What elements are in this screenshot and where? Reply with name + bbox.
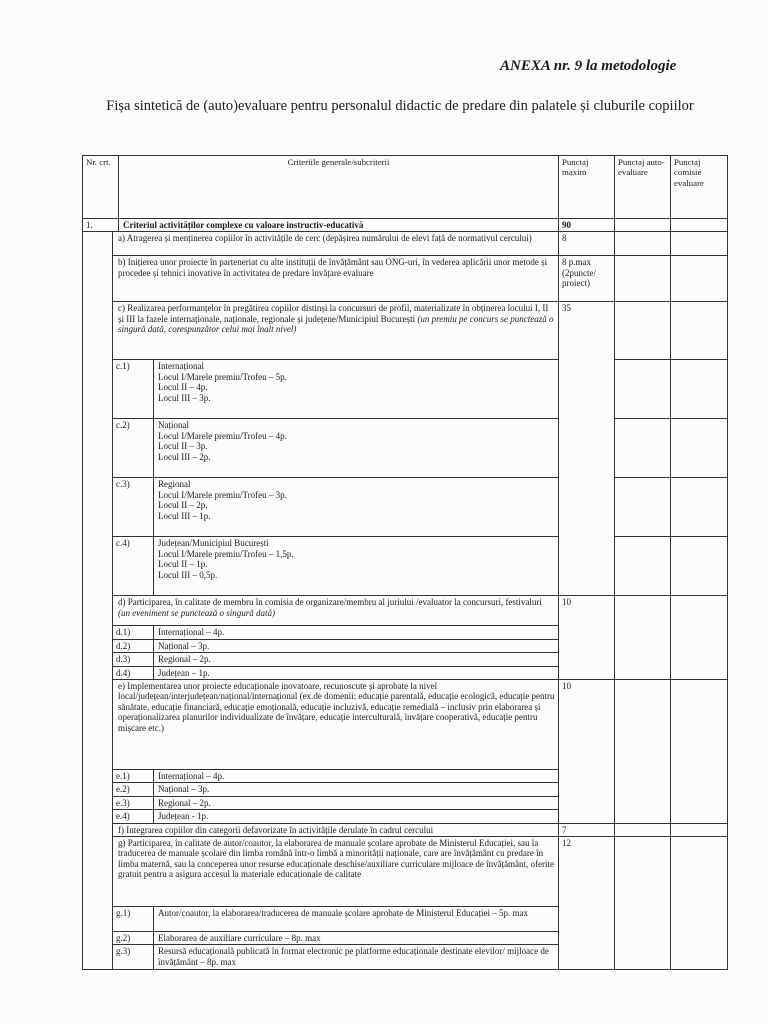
row-d4-code: d.4) [113,667,154,679]
row-c4-code: c.4) [113,537,154,595]
row-c4-line-2: Locul II – 1p. [158,559,208,570]
row-d1-code: d.1) [113,626,154,638]
row-d [83,596,728,626]
row-c4-line-3: Locul III – 0,5p. [158,569,218,580]
row-d2-text: Național – 3p. [158,640,210,651]
table-header-row [83,156,728,219]
row-b-max: 8 p.max (2puncte/ proiect) [559,256,615,302]
row-c3-code: c.3) [113,478,154,536]
criterion-1-commission [671,219,728,232]
row-c2-code: c.2) [113,419,154,477]
row-c3-line-2: Locul II – 2p. [158,500,208,511]
row-d-max: 10 [559,596,615,680]
row-e3-text: Regional – 2p. [158,797,211,808]
row-g3-text: Resursă educațională publicată în format electronic pe platforme educaționale destinate elevilor/ mijloace de învățământ – 8p. max [158,946,549,967]
row-c2-line-3: Locul III – 2p. [158,451,211,462]
header-nr: Nr. crt. [83,156,119,218]
row-g2-code: g.2) [113,932,154,944]
row-g1-text: Autor/coautor, la elaborarea/traducerea de manuale școlare aprobate de Ministerul Educației – 5p. max [158,908,528,919]
row-b-text: b) Inițierea unor proiecte în parteneriat cu alte instituții de învățământ sau ONG-uri, în vederea aplicării unor metode și procedee și tehnici inovative în activitatea de predare învățare evaluare [113,256,559,302]
row-g1-code: g.1) [113,907,154,931]
row-e2-text: Național – 3p. [158,784,210,795]
row-e2-code: e.2) [113,783,154,795]
row-d3-text: Regional – 2p. [158,654,211,665]
row-c1-line-3: Locul III – 3p. [158,392,211,403]
row-b [83,256,728,302]
row-e3-code: e.3) [113,797,154,809]
row-a-text: a) Atragerea și menținerea copiilor în activitățile de cerc (depășirea numărului de elevi față de normativul cercului) [113,232,559,256]
row-c [83,302,728,360]
row-d3-code: d.3) [113,653,154,665]
row-c3-line-1: Locul I/Marele premiu/Trofeu – 3p. [158,489,287,500]
annex-label: ANEXA nr. 9 la metodologie [500,58,677,74]
row-a [83,232,728,256]
row-g [83,837,728,907]
row-c4-title: Județean/Municipiul București [158,538,269,549]
row-e1-text: Internațional – 4p. [158,771,225,782]
row-c3-title: Regional [158,479,191,490]
row-g3-code: g.3) [113,945,154,969]
row-g-text: g) Participarea, în calitate de autor/coautor, la elaborarea de manuale școlare aprobate de Ministerul Educației, sau la traducerea de manuale școlare din limba română într-o limbă a minorității naționale, care are învățământ cu predare în limba maternă, sau la conceperea unor resurse educaționale deschise/auxiliare curriculare mijloace de învățământ, oferite gratuit pentru a asigura accesul la materiale educaționale de calitate [113,837,559,907]
row-d-text: d) Participarea, în calitate de membru în comisia de organizare/membru al juriului /evaluator la concursuri, festivaluri [118,597,542,608]
row-e [83,680,728,770]
header-self: Punctaj auto-evaluare [615,156,671,219]
row-c1-line-1: Locul I/Marele premiu/Trofeu – 5p. [158,371,287,382]
document-title: Fișa sintetică de (auto)evaluare pentru personalul didactic de predare din palatele și cluburile copiilor [106,98,694,114]
row-d-note: (un eveniment se punctează o singură dată) [118,607,275,618]
row-d1-text: Internațional – 4p. [158,627,225,638]
row-c4-line-1: Locul I/Marele premiu/Trofeu – 1,5p. [158,548,294,559]
row-c1-code: c.1) [113,360,154,418]
row-d2-code: d.2) [113,640,154,652]
row-e-max: 10 [559,680,615,824]
row-d4-text: Județean – 1p. [158,667,210,678]
criterion-1-max: 90 [559,219,615,232]
row-c4 [83,537,728,596]
evaluation-table [82,155,728,970]
row-c2-line-2: Locul II – 3p. [158,441,208,452]
row-f-text: f) Integrarea copiilor din categorii defavorizate în activitățile derulate în cadrul cercului [113,823,559,836]
row-f-max: 7 [559,823,615,836]
criterion-1-nr: 1. [83,219,119,231]
row-c1 [83,360,728,419]
row-c2 [83,419,728,478]
row-e-text: e) Implementarea unor proiecte educaționale inovatoare, recunoscute și aprobate la nivel local/județean/interjudețean/național/internațional (ex.de domenii: educație parentală, educație ecologică, educație pentru sănătate, educație financiară, educație emoțională, educație incluzivă, educație remedială – inclusiv prin elaborarea și operaționalizarea planurilor individualizate de învățare, educație interculturală, învățare cooperativă, educație pentru mișcare etc.) [113,680,559,770]
row-g2-text: Elaborarea de auxiliare curriculare – 8p. max [158,933,321,944]
header-max: Punctaj maxim [559,156,615,219]
criterion-1-label: Criteriul activităților complexe cu valoare instructiv-educativă [123,220,364,230]
row-c3 [83,478,728,537]
header-commission: Punctaj comisie evaluare [671,156,728,219]
criterion-1-row [83,219,728,232]
row-c2-title: Național [158,420,189,431]
row-c1-line-2: Locul II – 4p. [158,382,208,393]
row-a-max: 8 [559,232,615,256]
row-g-max: 12 [559,837,615,970]
row-c-note: (un premiu pe concurs se punctează o singură dată, corespunzător celui mai înalt nivel) [118,313,554,335]
row-e4-text: Județean - 1p. [158,811,209,822]
row-c1-title: Internațional [158,361,204,372]
row-c-text: c) Realizarea performanțelor în pregătirea copiilor distinși la concursuri de profil, materializate în obținerea locului I, II și III la fazele internaționale, naționale, regionale și județene/Municipiul București [118,303,549,324]
row-c3-line-3: Locul III – 1p. [158,510,211,521]
criterion-1-self [615,219,671,232]
header-criteria: Criteriile generale/subcriterii [287,157,390,167]
row-e1-code: e.1) [113,770,154,782]
row-e4-code: e.4) [113,810,154,822]
row-c2-line-1: Locul I/Marele premiu/Trofeu – 4p. [158,430,287,441]
row-f [83,823,728,836]
row-c-max: 35 [559,302,615,596]
